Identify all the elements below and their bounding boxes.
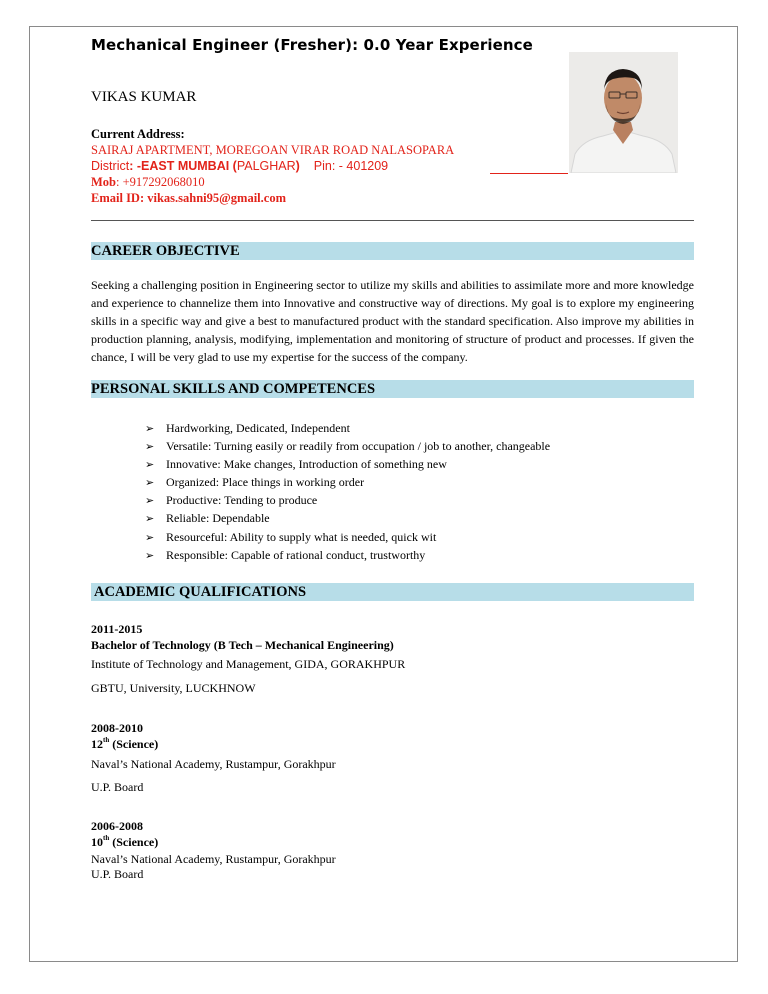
arrow-bullet-icon: ➢ xyxy=(145,422,155,435)
btech-degree: Bachelor of Technology (B Tech – Mechanical Engineering) xyxy=(91,638,394,652)
tenth-years: 2006-2008 xyxy=(91,819,143,833)
twelfth-institute: Naval’s National Academy, Rustampur, Gorakhpur xyxy=(91,757,336,771)
arrow-bullet-icon: ➢ xyxy=(145,548,155,562)
section-academic: ACADEMIC QUALIFICATIONS xyxy=(91,583,694,601)
btech-years: 2011-2015 xyxy=(91,622,143,636)
arrow-bullet-icon: ➢ xyxy=(145,494,155,508)
list-item: ➢ Responsible: Capable of rational conduct, trustworthy xyxy=(145,546,550,564)
tenth-board: U.P. Board xyxy=(91,867,144,881)
career-objective-text: Seeking a challenging position in Engineering sector to utilize my skills and abilities to assimilate more and more knowledge and experience to channelize them into Innovative and constructive way of directions. My goal is to explore my engineering skills in a specific way and give a best to manufactured product with the standard specification. Also improve my abilities in production planning, analysis, modifying, implementation and monitoring of structure of product and processes. If given the chance, I will be very glad to use my expertise for the success of the company. xyxy=(91,278,694,364)
btech-university: GBTU, University, LUCKHNOW xyxy=(91,681,256,695)
list-item: ➢ Hardworking, Dedicated, Independent xyxy=(145,419,550,437)
tenth-institute: Naval’s National Academy, Rustampur, Gorakhpur xyxy=(91,852,336,866)
twelfth-years: 2008-2010 xyxy=(91,721,143,735)
profile-photo xyxy=(569,52,678,173)
section-career-objective: CAREER OBJECTIVE xyxy=(91,242,694,260)
list-item: ➢ Reliable: Dependable xyxy=(145,509,550,527)
mobile-line xyxy=(91,175,205,190)
arrow-bullet-icon: ➢ xyxy=(145,458,155,472)
candidate-name: VIKAS KUMAR xyxy=(91,89,197,105)
btech-institute: Institute of Technology and Management, GIDA, GORAKHPUR xyxy=(91,657,406,671)
list-item: ➢ Innovative: Make changes, Introduction of something new xyxy=(145,455,550,473)
list-item: ➢ Organized: Place things in working order xyxy=(145,473,550,491)
arrow-bullet-icon: ➢ xyxy=(145,440,155,454)
address-line: SAIRAJ APARTMENT, MOREGOAN VIRAR ROAD NALASOPARA xyxy=(91,143,455,157)
arrow-bullet-icon: ➢ xyxy=(145,476,155,490)
mob-label: Mob xyxy=(91,175,116,189)
list-item: ➢ Resourceful: Ability to supply what is needed, quick wit xyxy=(145,528,550,546)
district-line: District: -EAST MUMBAI (PALGHAR) Pin: - 401209 xyxy=(91,159,389,173)
twelfth-board: U.P. Board xyxy=(91,780,144,794)
profile-photo-image xyxy=(569,52,678,173)
arrow-bullet-icon: ➢ xyxy=(145,512,155,526)
district-label: District xyxy=(91,159,130,173)
twelfth-degree: 12th (Science) xyxy=(91,736,159,751)
email-line: Email ID: vikas.sahni95@gmail.com xyxy=(91,191,286,205)
pin-value: - 401209 xyxy=(338,159,389,173)
tenth-degree: 10th (Science) xyxy=(91,834,159,849)
district-value: -EAST MUMBAI ( xyxy=(136,159,237,173)
resume-title: Mechanical Engineer (Fresher): 0.0 Year Experience xyxy=(91,36,533,54)
arrow-bullet-icon: ➢ xyxy=(145,530,155,544)
address-label: Current Address: xyxy=(91,127,185,141)
list-item: ➢ Versatile: Turning easily or readily from occupation / job to another, changeable xyxy=(145,437,550,455)
red-underline xyxy=(490,173,568,174)
district-close: ) xyxy=(295,159,300,173)
mob-value: : +917292068010 xyxy=(116,175,205,189)
pin-label: Pin xyxy=(313,159,332,173)
district-palghar: PALGHAR xyxy=(236,159,296,173)
list-item: ➢ Productive: Tending to produce xyxy=(145,491,550,509)
skills-list xyxy=(145,419,550,564)
section-skills: PERSONAL SKILLS AND COMPETENCES xyxy=(91,380,694,398)
header-divider xyxy=(91,220,694,221)
